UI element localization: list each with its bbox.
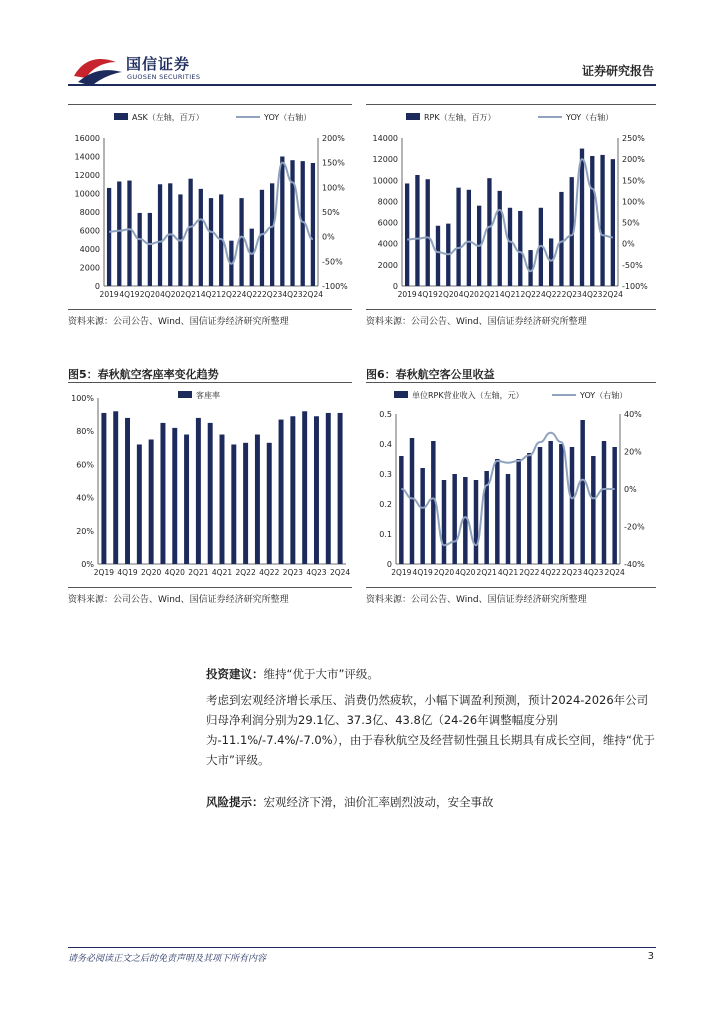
bar [570, 447, 574, 564]
page-header [0, 0, 724, 90]
footer-divider [68, 947, 656, 948]
chart-top-rule [366, 382, 656, 383]
bar [148, 213, 152, 286]
y-left-tick-label: 0 [392, 282, 398, 291]
bar [495, 459, 499, 564]
x-tick-label: 4Q21 [211, 568, 233, 577]
report-type: 证券研究报告 [581, 64, 654, 78]
legend-line-label: YOY（右轴） [566, 113, 614, 122]
bar [498, 191, 502, 286]
x-tick-label: 2Q23 [282, 568, 303, 577]
load-factor-chart [68, 386, 352, 586]
bar [516, 459, 520, 564]
bar [255, 435, 260, 564]
legend-bar-swatch [406, 113, 420, 120]
y-right-tick-label: 0% [624, 485, 637, 494]
legend-bar-swatch [114, 113, 128, 120]
y-right-tick-label: 150% [622, 176, 645, 186]
bar [138, 213, 142, 286]
source-rule [68, 309, 352, 310]
x-tick-label: 2Q24 [329, 568, 351, 577]
bar [527, 453, 531, 564]
y-right-tick-label: 250% [622, 134, 645, 143]
bar [590, 156, 594, 286]
source-rule [366, 587, 656, 588]
y-right-tick-label: 100% [322, 183, 345, 193]
legend-line-label: YOY（右轴） [264, 113, 312, 122]
bar [267, 443, 272, 564]
investment-recommendation [206, 664, 656, 684]
y-right-tick-label: 100% [622, 197, 645, 207]
y-left-tick-label: 8000 [79, 208, 100, 217]
y-right-tick-label: 0% [322, 232, 335, 242]
x-tick-label: 4Q22 [540, 568, 561, 577]
bar [549, 238, 553, 286]
x-tick-label: 2Q23 [262, 290, 283, 299]
bar [231, 444, 236, 564]
bar [399, 456, 403, 564]
x-tick-label: 2Q23 [561, 290, 582, 299]
y-left-tick-label: 0.1 [379, 530, 392, 539]
y-right-tick-label: 150% [322, 158, 345, 168]
bar [160, 423, 165, 564]
y-right-tick-label: 20% [624, 447, 642, 457]
bar [125, 418, 130, 564]
x-tick-label: 2Q19 [93, 568, 115, 577]
header-divider [68, 84, 656, 86]
y-left-tick-label: 2000 [377, 260, 398, 270]
y-left-tick-label: 14000 [372, 134, 398, 143]
page-number: 3 [647, 951, 654, 962]
ask-chart [68, 108, 352, 308]
risk-warning [206, 792, 656, 812]
figure-5-title: 图5：春秋航空客座率变化趋势 [68, 368, 219, 381]
x-tick-label: 2Q23 [561, 568, 583, 577]
y-right-tick-label: -20% [624, 522, 645, 532]
risk-text: 宏观经济下滑，油价汇率剧烈波动，安全事故 [263, 795, 494, 809]
y-left-tick-label: 12000 [74, 171, 100, 180]
legend-bar-label: ASK（左轴，百万） [132, 113, 204, 122]
x-tick-label: 2Q22 [235, 568, 256, 577]
bar [528, 250, 532, 286]
y-right-tick-label: 50% [622, 218, 640, 228]
bar [580, 420, 584, 564]
bar [209, 198, 213, 286]
source-rule [366, 309, 656, 310]
x-tick-label: 4Q23 [583, 568, 604, 577]
bar [467, 190, 471, 286]
bar [208, 423, 213, 564]
y-left-tick-label: 6000 [79, 226, 100, 236]
x-tick-label: 4Q23 [306, 568, 327, 577]
y-left-tick-label: 20% [76, 526, 94, 536]
y-right-tick-label: 50% [322, 208, 340, 217]
source-rule [68, 587, 352, 588]
x-tick-label: 4Q20 [160, 290, 181, 299]
y-right-tick-label: 0% [622, 239, 635, 249]
legend-line-label: YOY（右轴） [580, 391, 628, 400]
bar [279, 420, 284, 564]
x-tick-label: 2Q19 [391, 568, 412, 577]
y-left-tick-label: 0.3 [379, 470, 392, 479]
bar [415, 175, 419, 286]
bar [426, 179, 430, 286]
bar [184, 435, 189, 564]
x-tick-label: 2019 [397, 290, 417, 299]
x-tick-label: 2Q20 [141, 568, 162, 577]
x-tick-label: 2Q20 [139, 290, 160, 299]
bar [326, 413, 331, 564]
bar [270, 183, 274, 286]
bar [338, 413, 343, 564]
y-left-tick-label: 16000 [74, 134, 100, 143]
legend-bar-label: 客座率 [196, 391, 220, 400]
bar [508, 208, 512, 286]
bar [290, 416, 295, 564]
bar [487, 178, 491, 286]
x-tick-label: 4Q20 [458, 290, 479, 299]
logo-english-name: GUOSEN SECURITIES [127, 73, 201, 81]
bar [436, 226, 440, 286]
y-left-tick-label: 0.2 [379, 500, 392, 509]
y-left-tick-label: 0 [386, 560, 392, 569]
bar [611, 159, 615, 286]
x-tick-label: 4Q19 [417, 290, 438, 299]
bar [127, 181, 131, 286]
bar [548, 441, 552, 564]
y-left-tick-label: 100% [71, 394, 94, 403]
disclaimer-note: 请务必阅读正文之后的免责声明及其项下所有内容 [68, 954, 267, 964]
yield-chart [366, 386, 656, 586]
y-left-tick-label: 6000 [377, 218, 398, 228]
source-note: 资料来源：公司公告、Wind、国信证券经济研究所整理 [366, 317, 587, 327]
y-left-tick-label: 0.5 [379, 410, 392, 419]
bar [405, 183, 409, 286]
bar [101, 413, 106, 564]
x-tick-label: 4Q21 [499, 290, 521, 299]
bar [474, 480, 478, 564]
legend-bar-label: RPK（左轴，百万） [424, 113, 496, 122]
x-tick-label: 2Q22 [519, 568, 540, 577]
y-left-tick-label: 10000 [74, 189, 100, 199]
y-left-tick-label: 8000 [377, 197, 398, 207]
x-tick-label: 2Q24 [604, 568, 625, 577]
bar [250, 229, 254, 286]
y-right-tick-label: 200% [622, 155, 645, 165]
bar [280, 157, 284, 287]
y-left-tick-label: 10000 [372, 176, 398, 186]
y-left-tick-label: 4000 [377, 239, 398, 249]
x-tick-label: 2Q24 [302, 290, 324, 299]
legend-bar-label: 单位RPK营业收入（左轴，元） [412, 391, 524, 400]
x-tick-label: 2019 [99, 290, 119, 299]
y-right-tick-label: -40% [624, 560, 645, 569]
y-left-tick-label: 2000 [79, 263, 100, 273]
bar [538, 447, 542, 564]
y-left-tick-label: 4000 [79, 245, 100, 254]
y-right-tick-label: -100% [622, 282, 648, 291]
bar [506, 474, 510, 564]
bar [559, 444, 563, 564]
bar [612, 447, 616, 564]
recommendation-label: 投资建议： [206, 667, 264, 681]
source-note: 资料来源：公司公告、Wind、国信证券经济研究所整理 [366, 595, 587, 605]
y-left-tick-label: 60% [76, 460, 94, 470]
x-tick-label: 4Q19 [117, 568, 138, 577]
bar [302, 411, 307, 564]
x-tick-label: 4Q21 [200, 290, 222, 299]
x-tick-label: 4Q22 [241, 290, 262, 299]
x-tick-label: 2Q22 [221, 290, 242, 299]
bar [452, 474, 456, 564]
bar [580, 149, 584, 286]
y-right-tick-label: 200% [322, 134, 345, 143]
bar [172, 428, 177, 564]
chart-top-rule [68, 382, 352, 383]
x-tick-label: 2Q20 [433, 568, 455, 577]
source-note: 资料来源：公司公告、Wind、国信证券经济研究所整理 [68, 595, 289, 605]
x-tick-label: 2Q24 [602, 290, 623, 299]
chart-top-rule [366, 104, 656, 105]
bar [456, 188, 460, 286]
bar [117, 181, 121, 286]
bar [260, 190, 264, 286]
bar [107, 188, 111, 286]
bar [243, 443, 248, 564]
analysis-paragraph: 考虑到宏观经济增长承压、消费仍然疲软，小幅下调盈利预测，预计2024-2026年公司归母净利润分别为29.1亿、37.3亿、43.8亿（24-26年调整幅度分别为-11.1%/-7.4%/-7.0%），由于春秋航空及经营韧性强且长期具有成长空间，维持“优于大市”评级。 [206, 693, 655, 767]
bar [149, 440, 154, 565]
bar [188, 179, 192, 286]
y-left-tick-label: 0% [81, 560, 94, 569]
figure-6-title: 图6：春秋航空客公里收益 [366, 368, 495, 381]
y-left-tick-label: 0.4 [379, 440, 392, 449]
bar [239, 198, 243, 286]
x-tick-label: 4Q20 [455, 568, 476, 577]
y-right-tick-label: -50% [622, 260, 643, 270]
legend-bar-swatch [178, 391, 192, 398]
rpk-chart [366, 108, 656, 308]
y-left-tick-label: 80% [76, 427, 94, 437]
x-tick-label: 2Q20 [438, 290, 459, 299]
y-left-tick-label: 40% [76, 493, 94, 503]
bar [518, 211, 522, 286]
bar [600, 155, 604, 286]
x-tick-label: 4Q21 [497, 568, 519, 577]
x-tick-label: 4Q22 [541, 290, 562, 299]
y-left-tick-label: 0 [94, 282, 100, 291]
x-tick-label: 2Q21 [479, 290, 500, 299]
x-tick-label: 4Q19 [412, 568, 433, 577]
recommendation-text: 维持“优于大市”评级。 [263, 667, 379, 681]
bar [199, 189, 203, 286]
x-tick-label: 2Q22 [520, 290, 541, 299]
x-tick-label: 2Q21 [476, 568, 497, 577]
bar [591, 456, 595, 564]
chart-top-rule [68, 104, 352, 105]
source-note: 资料来源：公司公告、Wind、国信证券经济研究所整理 [68, 317, 289, 327]
bar [311, 163, 315, 286]
risk-label: 风险提示： [206, 795, 264, 809]
y-right-tick-label: -50% [322, 257, 343, 267]
x-tick-label: 2Q21 [180, 290, 201, 299]
bar [196, 418, 201, 564]
y-right-tick-label: -100% [322, 282, 348, 291]
y-left-tick-label: 14000 [74, 152, 100, 162]
bar [463, 477, 467, 564]
bar [559, 192, 563, 286]
bar [290, 160, 294, 286]
x-tick-label: 4Q22 [259, 568, 280, 577]
x-tick-label: 2Q21 [188, 568, 209, 577]
legend-bar-swatch [394, 391, 408, 398]
y-right-tick-label: 40% [624, 410, 642, 419]
bar [602, 441, 606, 564]
bar [442, 480, 446, 564]
y-left-tick-label: 12000 [372, 155, 398, 165]
bar [410, 438, 414, 564]
bar [137, 444, 142, 564]
x-tick-label: 4Q19 [119, 290, 140, 299]
x-tick-label: 4Q23 [582, 290, 603, 299]
bar [220, 435, 225, 564]
bar [314, 416, 319, 564]
bar [158, 184, 162, 286]
x-tick-label: 4Q23 [282, 290, 303, 299]
x-tick-label: 4Q20 [164, 568, 185, 577]
bar [420, 468, 424, 564]
bar [113, 411, 118, 564]
logo-chinese-name: 国信证券 [126, 55, 191, 73]
